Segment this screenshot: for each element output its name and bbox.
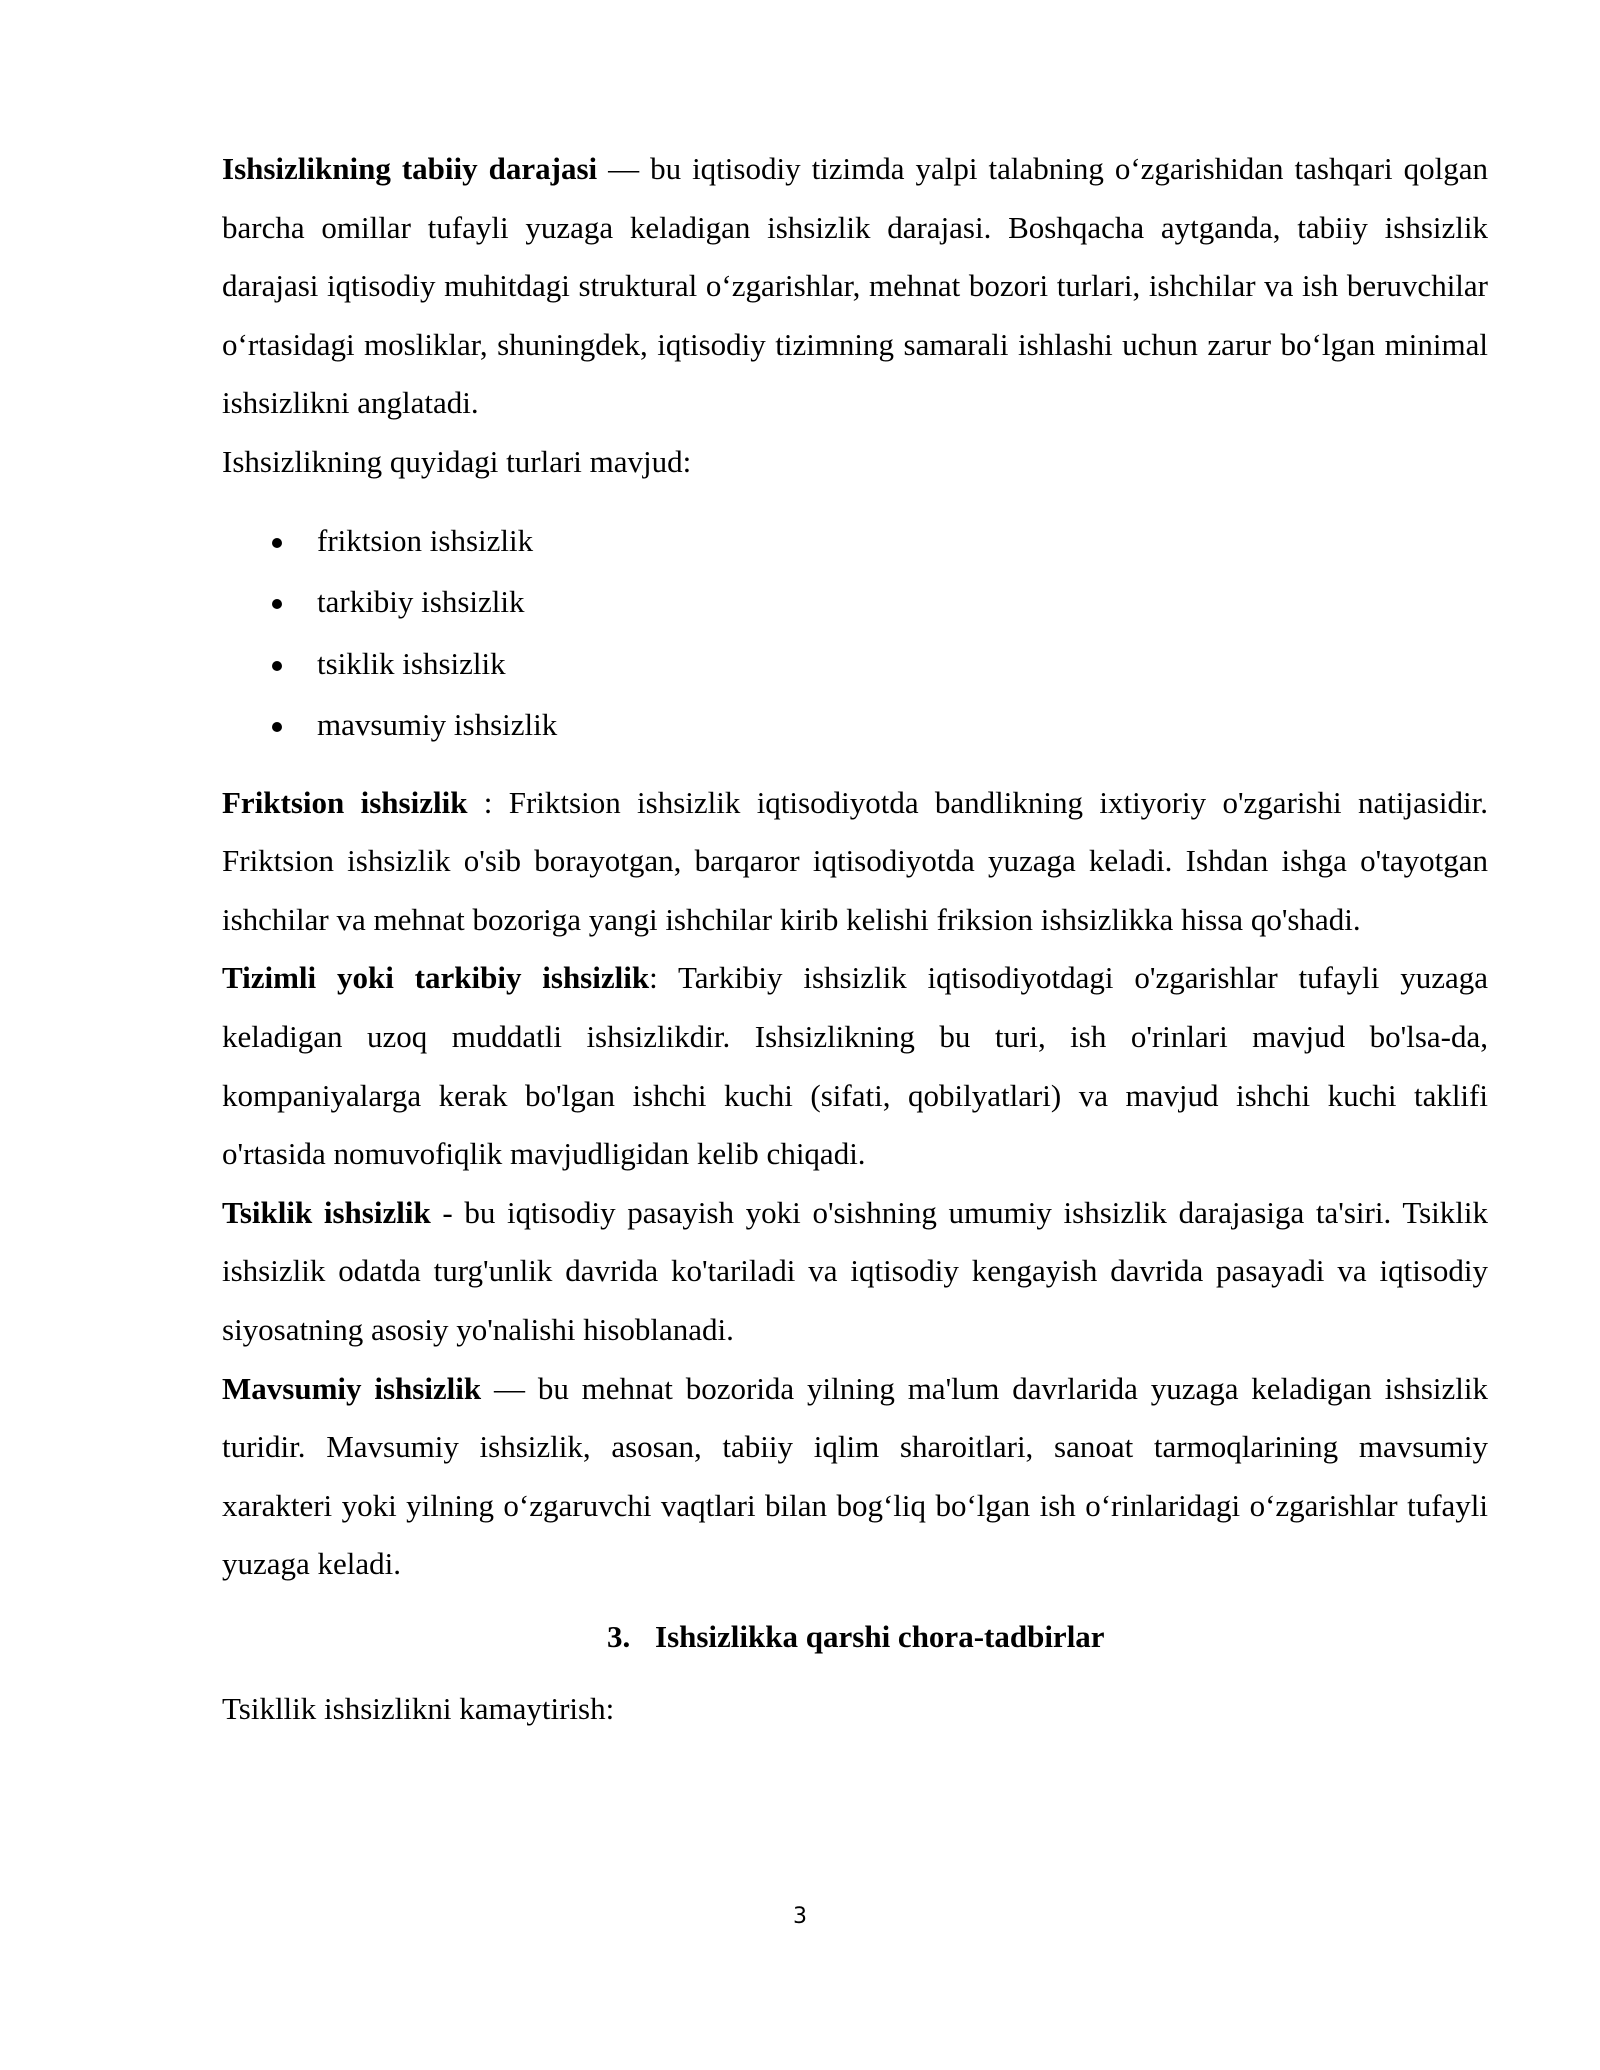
section-heading xyxy=(222,1608,1488,1667)
text-natural-rate: — bu iqtisodiy tizimda yalpi talabning oʻzgarishidan tashqari qolgan barcha omillar tufayli yuzaga keladigan ishsizlik darajasi. Boshqacha aytganda, tabiiy ishsizlik darajasi iqtisodiy muhitdagi struktural oʻzgarishlar, mehnat bozori turlari, ishchilar va ish beruvchilar oʻrtasidagi mosliklar, shuningdek, iqtisodiy tizimning samarali ishlashi uchun zarur boʻlgan minimal ishsizlikni anglatadi. xyxy=(222,151,1489,421)
bullet-icon xyxy=(272,599,282,609)
paragraph-natural-rate xyxy=(222,140,1488,433)
bullet-icon xyxy=(272,661,282,671)
paragraph-frictional xyxy=(222,774,1488,950)
list-item-label: mavsumiy ishsizlik xyxy=(317,707,558,743)
list-item xyxy=(222,694,1488,756)
list-item xyxy=(222,571,1488,633)
document-page xyxy=(222,140,1488,1739)
types-intro: Ishsizlikning quyidagi turlari mavjud: xyxy=(222,443,692,479)
section-title: Ishsizlikka qarshi chora-tadbirlar xyxy=(655,1618,1105,1654)
bullet-icon xyxy=(272,538,282,548)
list-item xyxy=(222,633,1488,695)
term-natural-rate: Ishsizlikning tabiiy darajasi xyxy=(222,151,598,186)
list-item-label: friktsion ishsizlik xyxy=(317,522,534,558)
text-cyclical: - bu iqtisodiy pasayish yoki o'sishning umumiy ishsizlik darajasiga ta'siri. Tsiklik ishsizlik odatda turg'unlik davrida ko'tariladi va iqtisodiy kengayish davrida pasayadi va iqtisodiy siyosatning asosiy yo'nalishi hisoblanadi. xyxy=(222,1194,1488,1347)
paragraph-cyclical xyxy=(222,1184,1488,1360)
list-item-label: tsiklik ishsizlik xyxy=(317,645,506,681)
text-structural: : Tarkibiy ishsizlik iqtisodiyotdagi o'zgarishlar tufayli yuzaga keladigan uzoq muddatli ishsizlikdir. Ishsizlikning bu turi, ish o'rinlari mavjud bo'lsa-da, kompaniyalarga kerak bo'lgan ishchi kuchi (sifati, qobilyatlari) va mavjud ishchi kuchi taklifi o'rtasida nomuvofiqlik mavjudligidan kelib chiqadi. xyxy=(222,960,1488,1172)
page-number: 3 xyxy=(793,1904,807,1929)
term-structural: Tizimli yoki tarkibiy ishsizlik xyxy=(222,960,650,996)
term-seasonal: Mavsumiy ishsizlik xyxy=(222,1370,482,1406)
closing-line: Tsikllik ishsizlikni kamaytirish: xyxy=(222,1691,615,1727)
text-seasonal: — bu mehnat bozorida yilning ma'lum davrlarida yuzaga keladigan ishsizlik turidir. Mavsumiy ishsizlik, asosan, tabiiy iqlim sharoitlari, sanoat tarmoqlarining mavsumiy xarakteri yoki yilning oʻzgaruvchi vaqtlari bilan bogʻliq boʻlgan ish oʻrinlaridagi oʻzgarishlar tufayli yuzaga keladi. xyxy=(222,1370,1488,1582)
term-cyclical: Tsiklik ishsizlik xyxy=(222,1194,431,1230)
types-list xyxy=(222,510,1488,756)
term-frictional: Friktsion ishsizlik xyxy=(222,784,468,820)
bullet-icon xyxy=(272,722,282,732)
section-number: 3. xyxy=(607,1618,631,1654)
text-frictional: : Friktsion ishsizlik iqtisodiyotda bandlikning ixtiyoriy o'zgarishi natijasidir. Friktsion ishsizlik o'sib borayotgan, barqaror iqtisodiyotda yuzaga keladi. Ishdan ishga o'tayotgan ishchilar va mehnat bozoriga yangi ishchilar kirib kelishi friksion ishsizlikka hissa qo'shadi. xyxy=(222,784,1489,937)
list-item xyxy=(222,510,1488,572)
list-item-label: tarkibiy ishsizlik xyxy=(317,584,525,620)
paragraph-seasonal xyxy=(222,1360,1488,1594)
paragraph-structural xyxy=(222,949,1488,1183)
